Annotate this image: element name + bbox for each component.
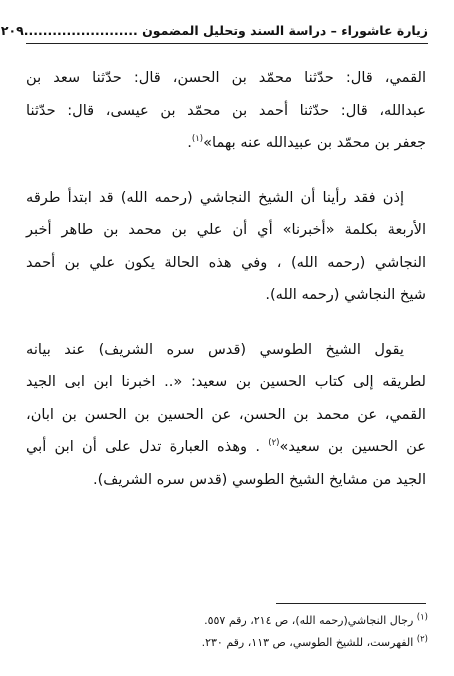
text-line: عبدالله، قال: حدّثنا أحمد بن محمّد بن عيسى، قال: حدّثنا <box>26 101 426 119</box>
text-fragment: . وهذه العبارة تدل على أن ابن أبي <box>26 438 260 455</box>
footnote-separator <box>276 603 426 604</box>
paragraph-3 <box>26 334 426 497</box>
running-title <box>24 23 428 38</box>
footnote-1 <box>26 610 428 632</box>
running-header <box>0 20 428 44</box>
text-line: النجاشي (رحمه الله) ، وفي هذه الحالة يكون علي بن أحمد <box>26 253 426 271</box>
text-line: يقول الشيخ الطوسي (قدس سره الشريف) عند بيانه <box>26 340 404 358</box>
page-body <box>26 62 426 496</box>
text-fragment: جعفر بن محمّد بن عبيدالله عنه بهما» <box>203 134 426 151</box>
text-fragment: . <box>187 134 192 151</box>
footnote-number: (٢) <box>416 634 428 645</box>
paragraph-1 <box>26 62 426 160</box>
text-fragment: عن الحسين بن سعيد» <box>279 438 426 455</box>
text-line: شيخ النجاشي (رحمه الله). <box>265 286 426 303</box>
page-number: ٢٠٩ <box>0 22 24 38</box>
header-title-text: زيارة عاشوراء – دراسة السند وتحليل المضمون <box>142 22 428 38</box>
text-line: الجيد من مشايخ الشيخ الطوسي (قدس سره الشريف). <box>92 470 426 488</box>
footnote-text: الفهرست، للشيخ الطوسي، ص ١١٣، رقم ٢٣٠. <box>201 636 414 649</box>
footnote-marker: (٢) <box>268 438 280 449</box>
text-line: لطريقه إلى كتاب الحسين بن سعيد: «.. اخبرنا ابن ابى الجيد <box>26 373 426 390</box>
paragraph-2 <box>26 182 426 312</box>
footnote-2 <box>26 632 428 654</box>
footnotes <box>26 610 428 654</box>
text-line <box>26 127 426 160</box>
text-line: القمي، قال: حدّثنا محمّد بن الحسن، قال: حدّثنا سعد بن <box>26 69 426 86</box>
footnote-text: رجال النجاشي(رحمه الله)، ص ٢١٤، رقم ٥٥٧. <box>204 614 414 627</box>
text-line: الأربعة بكلمة «أخبرنا» أي أن علي بن محمد بن طاهر أخبر <box>26 221 426 238</box>
text-line: إذن فقد رأينا أن الشيخ النجاشي (رحمه الله) قد ابتدأ طرقه <box>26 188 404 206</box>
text-line: القمي، عن محمد بن الحسن، عن الحسين بن الحسن بن ابان، <box>26 405 426 423</box>
header-leader-dots: ........................ <box>23 22 138 38</box>
footnote-number: (١) <box>416 612 428 623</box>
footnote-marker: (١) <box>191 134 204 145</box>
text-line <box>26 431 426 464</box>
